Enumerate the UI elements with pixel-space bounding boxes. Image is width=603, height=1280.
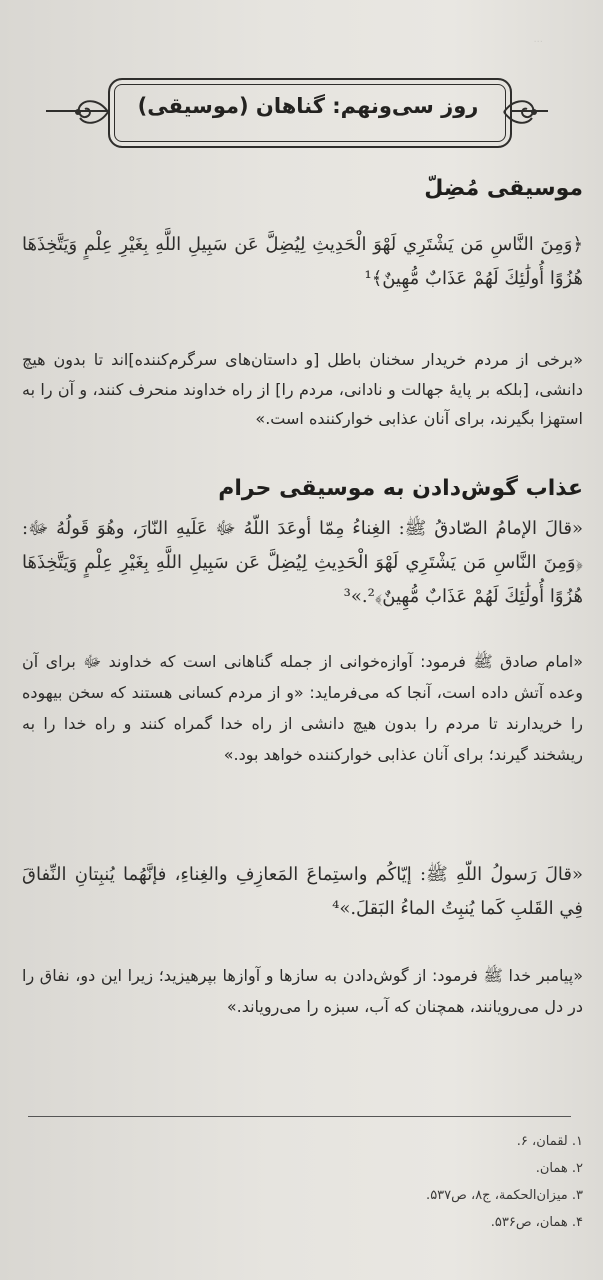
section-title-misleading-music: موسیقی مُضِلّ (424, 176, 583, 201)
footnote-divider (28, 1116, 571, 1117)
hadith-translation-imam-sadiq: «امام صادق ﷺ فرمود: آوازه‌خوانی از جمله گناهانی است که خداوند ﷻ برای آن وعده آتش داده است، آنجا که می‌فرماید: «و از مردم کسانی هستند که سخن بیهوده را خریدارند تا مردم را بدون هیچ دانشی از راه خدا گمراه کنند و راه خدا را به ریشخند گیرند؛ برای آنان عذابی خوارکننده خواهد بود.» (22, 652, 583, 764)
quran-verse: ﴿وَمِنَ النَّاسِ مَن يَشْتَرِي لَهْوَ الْحَدِيثِ لِيُضِلَّ عَن سَبِيلِ اللَّهِ بِغَيْرِ عِلْمٍ وَيَتَّخِذَهَا هُزُوًا أُولَٰئِكَ لَهُمْ عَذَابٌ مُّهِينٌ﴾¹ (22, 234, 583, 289)
hadith-imam-sadiq: «قالَ الإمامُ الصّادقُ ﷺ: الغِناءُ مِمّا أوعَدَ اللّهُ ﷻ عَلَيهِ النّارَ، وهُوَ قَولُهُ ﷻ: ﴿وَمِنَ النَّاسِ مَن يَشْتَرِي لَهْوَ الْحَدِيثِ لِيُضِلَّ عَن سَبِيلِ اللَّهِ بِغَيْرِ عِلْمٍ وَيَتَّخِذَهَا هُزُوًا أُولَٰئِكَ لَهُمْ عَذَابٌ مُّهِينٌ﴾².»³ (22, 518, 583, 607)
hadith-prophet: «قالَ رَسولُ اللّهِ ﷺ: إيّاكُم واستِماعَ المَعازِفِ والغِناءِ، فإنَّهُما يُنبِتانِ النِّفاقَ فِي القَلبِ كَما يُنبِتُ الماءُ البَقلَ.»⁴ (22, 864, 583, 919)
footnote-2: ۲. همان. (535, 1161, 583, 1176)
footnote-3: ۳. میزان‌الحکمة، ج۸، ص۵۳۷. (426, 1188, 583, 1203)
ornament-left-icon (72, 92, 112, 132)
verse-translation: «برخی از مردم خریدار سخنان باطل [و داستان‌های سرگرم‌کننده]اند تا بدون هیچ دانشی، [بلکه بر پایهٔ جهالت و نادانی، مردم را] از راه خداوند منحرف کنند، و آن را به استهزا بگیرند، برای آنان عذابی خوارکننده است.» (22, 350, 583, 428)
bleed-through-text: ... (533, 34, 543, 45)
footnotes (22, 1128, 583, 1236)
hadith-translation-prophet: «پیامبر خدا ﷺ فرمود: از گوش‌دادن به سازها و آوازها بپرهیزید؛ زیرا این دو، نفاق را در دل می‌رویانند، همچنان که آب، سبزه را می‌رویاند.» (22, 966, 583, 1016)
footnote-4: ۴. همان، ص۵۳۶. (490, 1215, 583, 1230)
section-title-punishment: عذاب گوش‌دادن به موسیقی حرام (218, 476, 583, 501)
footnote-1: ۱. لقمان، ۶. (516, 1134, 583, 1149)
chapter-title: روز سی‌ونهم: گناهان (موسیقی) (137, 94, 479, 118)
